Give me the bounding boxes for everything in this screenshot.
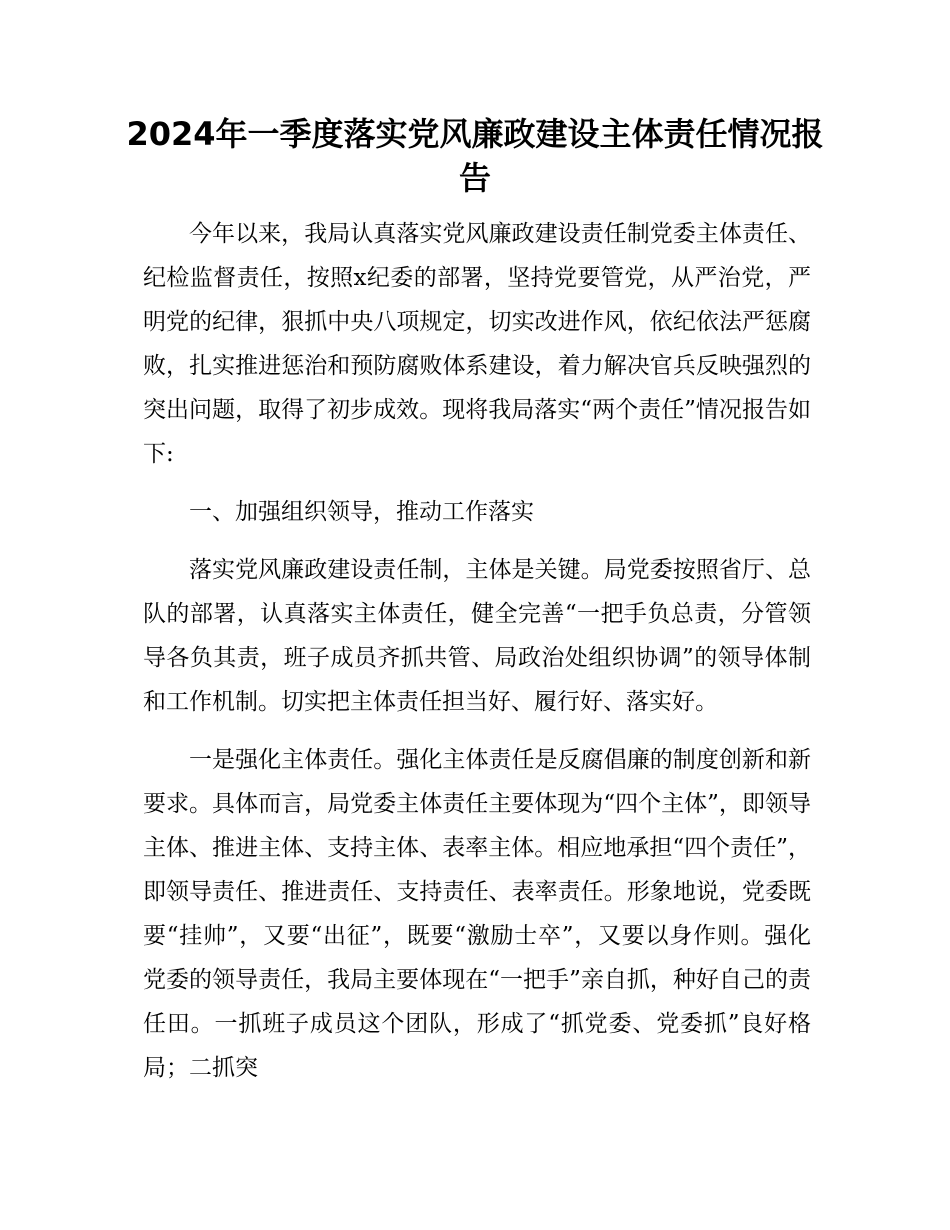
document-body [143, 212, 811, 1104]
paragraph-intro: 今年以来，我局认真落实党风廉政建设责任制党委主体责任、纪检监督责任，按照x纪委的部署，坚持党要管党，从严治党，严明党的纪律，狠抓中央八项规定，切实改进作风，依纪依法严惩腐败，扎实推进惩治和预防腐败体系建设，着力解决官兵反映强烈的突出问题，取得了初步成效。现将我局落实“两个责任”情况报告如下: [143, 221, 811, 467]
document-title: 2024年一季度落实党风廉政建设主体责任情况报告 [126, 115, 824, 197]
paragraph-main-responsibility: 一是强化主体责任。强化主体责任是反腐倡廉的制度创新和新要求。具体而言，局党委主体责任主要体现为“四个主体”，即领导主体、推进主体、支持主体、表率主体。相应地承担“四个责任”，即领导责任、推进责任、支持责任、表率责任。形象地说，党委既要“挂帅”，又要“出征”，既要“激励士卒”，又要以身作则。强化党委的领导责任，我局主要体现在“一把手”亲自抓，种好自己的责任田。一抓班子成员这个团队，形成了“抓党委、党委抓”良好格局；二抓突 [143, 747, 811, 1081]
paragraph-section-1: 落实党风廉政建设责任制，主体是关键。局党委按照省厅、总队的部署，认真落实主体责任，健全完善“一把手负总责，分管领导各负其责，班子成员齐抓共管、局政治处组织协调”的领导体制和工作机制。切实把主体责任担当好、履行好、落实好。 [143, 557, 811, 715]
section-heading-1: 一、加强组织领导，推动工作落实 [189, 499, 534, 525]
